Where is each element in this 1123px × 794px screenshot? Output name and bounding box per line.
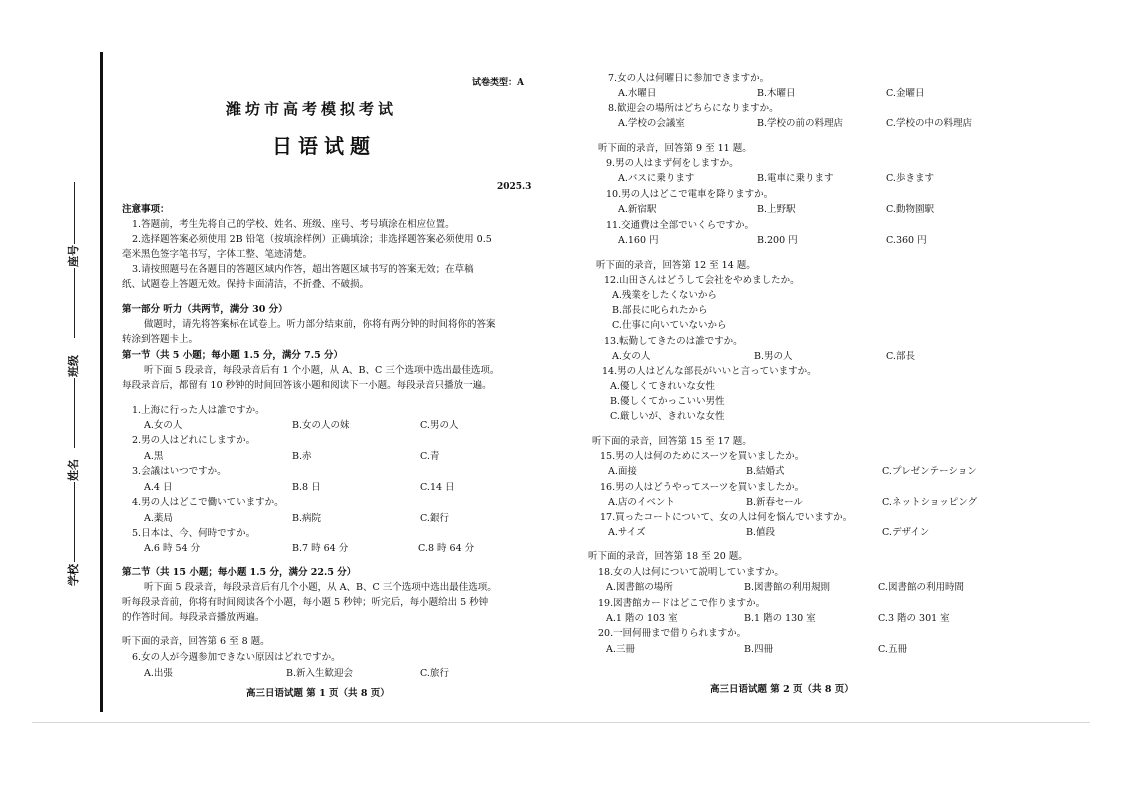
- q15-option-b: B.結婚式: [746, 466, 785, 477]
- q20-option-b: B.四冊: [744, 644, 774, 655]
- q11-option-a: A.160 円: [618, 235, 659, 246]
- question-20: 20.一回何冊まで借りられますか。: [598, 628, 747, 639]
- city-title: 潍坊市高考模拟考试: [226, 100, 398, 118]
- q15-option-a: A.面接: [608, 466, 637, 477]
- q1-option-a: A.女の人: [144, 420, 183, 431]
- question-9: 9.男の人はまず何をしますか。: [606, 158, 739, 169]
- q6-option-c: C.旅行: [420, 668, 449, 679]
- question-18: 18.女の人は何について説明していますか。: [598, 567, 784, 578]
- q4-option-a: A.薬局: [144, 513, 173, 524]
- side-label-seat: 座号: [67, 245, 80, 267]
- q18-option-a: A.図書館の場所: [606, 582, 673, 593]
- question-10: 10.男の人はどこで電車を降りますか。: [606, 189, 774, 200]
- q16-option-c: C.ネットショッピング: [882, 497, 978, 508]
- q2-option-c: C.青: [420, 451, 440, 462]
- question-6: 6.女の人が今週参加できない原因はどれですか。: [132, 652, 341, 663]
- section1-desc-1: 听下面 5 段录音，每段录音后有 1 个小题，从 A、B、C 三个选项中选出最佳选项。: [144, 365, 500, 376]
- q3-option-b: B.8 日: [292, 482, 321, 493]
- side-label-school: 学校: [67, 564, 80, 586]
- part1-desc-1: 做题时，请先将答案标在试卷上。听力部分结束前，你将有两分钟的时间将你的答案: [144, 319, 496, 330]
- question-8: 8.歓迎会の場所はどちらになりますか。: [608, 103, 779, 114]
- q3-option-a: A.4 日: [144, 482, 173, 493]
- section2-desc-3: 的作答时间。每段录音播放两遍。: [122, 612, 265, 623]
- seat-line-2: [74, 268, 75, 338]
- section2-desc-2: 听每段录音前，你将有时间阅读各个小题，每小题 5 秒钟；听完后，每小题给出 5 秒钟: [122, 597, 489, 608]
- question-3: 3.会議はいつですか。: [132, 466, 227, 477]
- q7-option-b: B.木曜日: [757, 88, 796, 99]
- binding-line: [100, 52, 103, 712]
- q19-option-c: C.3 階の 301 室: [878, 613, 950, 624]
- note-3b: 纸、试题卷上答题无效。保持卡面清洁，不折叠、不破损。: [122, 279, 370, 290]
- q1-option-b: B.女の人の妹: [292, 420, 350, 431]
- q13-option-b: B.男の人: [754, 351, 793, 362]
- q11-option-c: C.360 円: [886, 235, 927, 246]
- q15-option-c: C.プレゼンテーション: [882, 466, 977, 477]
- q9-option-a: A.バスに乗ります: [618, 173, 695, 184]
- q20-option-c: C.五冊: [878, 644, 907, 655]
- q5-option-a: A.6 時 54 分: [144, 543, 201, 554]
- seat-line: [74, 182, 75, 244]
- question-19: 19.図書館カードはどこで作りますか。: [598, 598, 766, 609]
- bottom-rule: [32, 722, 1090, 723]
- q8-option-b: B.学校の前の料理店: [757, 118, 844, 129]
- note-1: 1.答题前，考生先将自己的学校、姓名、班级、座号、考号填涂在相应位置。: [132, 219, 455, 230]
- part1-heading: 第一部分 听力（共两节，满分 30 分）: [122, 304, 288, 315]
- q17-option-c: C.デザイン: [882, 527, 930, 538]
- q10-option-c: C.動物園駅: [886, 204, 934, 215]
- subject-title: 日语试题: [272, 134, 376, 158]
- question-4: 4.男の人はどこで働いていますか。: [132, 497, 284, 508]
- footer-left: 高三日语试题 第 1 页（共 8 页）: [246, 688, 390, 699]
- q18-option-c: C.図書館の利用時間: [878, 582, 964, 593]
- q3-option-c: C.14 日: [420, 482, 455, 493]
- side-label-name: 姓名: [67, 459, 80, 481]
- q14-option-a: A.優しくてきれいな女性: [610, 381, 715, 392]
- q1-option-c: C.男の人: [420, 420, 459, 431]
- notes-heading: 注意事项：: [122, 204, 170, 215]
- q2-option-b: B.赤: [292, 451, 312, 462]
- part1-desc-2: 转涂到答题卡上。: [122, 334, 199, 345]
- question-11: 11.交通費は全部でいくらですか。: [606, 220, 755, 231]
- section2-desc-1: 听下面 5 段录音，每段录音后有几个小题，从 A、B、C 三个选项中选出最佳选项。: [144, 582, 497, 593]
- question-15: 15.男の人は何のためにスーツを買いましたか。: [600, 451, 805, 462]
- q16-option-b: B.新春セール: [746, 497, 803, 508]
- q4-option-b: B.病院: [292, 513, 322, 524]
- q8-option-c: C.学校の中の料理店: [886, 118, 972, 129]
- q13-option-c: C.部長: [886, 351, 915, 362]
- note-3a: 3.请按照题号在各题目的答题区域内作答，超出答题区域书写的答案无效；在草稿: [132, 264, 474, 275]
- question-13: 13.転勤してきたのは誰ですか。: [604, 336, 743, 347]
- q5-option-c: C.8 時 64 分: [418, 543, 475, 554]
- q2-option-a: A.黒: [144, 451, 164, 462]
- q17-option-a: A.サイズ: [608, 527, 646, 538]
- q12-option-b: B.部長に叱られたから: [612, 305, 708, 316]
- q10-option-a: A.新宿駅: [618, 204, 657, 215]
- q5-option-b: B.7 時 64 分: [292, 543, 349, 554]
- section2-heading: 第二节（共 15 小题；每小题 1.5 分，满分 22.5 分）: [122, 567, 357, 578]
- q12-option-a: A.残業をしたくないから: [612, 290, 717, 301]
- question-1: 1.上海に行った人は誰ですか。: [132, 405, 265, 416]
- group-5-instruction: 听下面的录音，回答第 18 至 20 题。: [588, 551, 748, 562]
- question-2: 2.男の人はどれにしますか。: [132, 435, 256, 446]
- q6-option-a: A.出張: [144, 668, 173, 679]
- question-5: 5.日本は、今、何時ですか。: [132, 528, 256, 539]
- q7-option-a: A.水曜日: [618, 88, 657, 99]
- footer-right: 高三日语试题 第 2 页（共 8 页）: [710, 684, 854, 695]
- group-3-instruction: 听下面的录音，回答第 12 至 14 题。: [596, 260, 756, 271]
- q19-option-b: B.1 階の 130 室: [744, 613, 816, 624]
- q17-option-b: B.値段: [746, 527, 776, 538]
- exam-type: 试卷类型：A: [472, 78, 524, 88]
- q19-option-a: A.1 階の 103 室: [606, 613, 678, 624]
- q14-option-c: C.厳しいが、きれいな女性: [610, 411, 725, 422]
- q20-option-a: A.三冊: [606, 644, 635, 655]
- q11-option-b: B.200 円: [757, 235, 798, 246]
- q14-option-b: B.優しくてかっこいい男性: [610, 396, 725, 407]
- q10-option-b: B.上野駅: [757, 204, 796, 215]
- question-7: 7.女の人は何曜日に参加できますか。: [608, 73, 770, 84]
- q13-option-a: A.女の人: [612, 351, 651, 362]
- q16-option-a: A.店のイベント: [608, 497, 675, 508]
- q7-option-c: C.金曜日: [886, 88, 925, 99]
- group-4-instruction: 听下面的录音，回答第 15 至 17 题。: [592, 436, 752, 447]
- q9-option-b: B.電車に乗ります: [757, 173, 834, 184]
- q9-option-c: C.歩きます: [886, 173, 934, 184]
- q12-option-c: C.仕事に向いていないから: [612, 320, 727, 331]
- q6-option-b: B.新入生歓迎会: [286, 668, 354, 679]
- question-14: 14.男の人はどんな部長がいいと言っていますか。: [602, 366, 817, 377]
- group-1-instruction: 听下面的录音，回答第 6 至 8 题。: [122, 636, 270, 647]
- exam-date: 2025.3: [497, 182, 532, 192]
- q8-option-a: A.学校の会議室: [618, 118, 685, 129]
- question-16: 16.男の人はどうやってスーツを買いましたか。: [600, 482, 805, 493]
- class-line: [74, 378, 75, 448]
- section1-desc-2: 每段录音后，都留有 10 秒钟的时间回答该小题和阅读下一小题。每段录音只播放一遍。: [122, 380, 492, 391]
- side-label-class: 班级: [67, 355, 80, 377]
- q4-option-c: C.銀行: [420, 513, 449, 524]
- name-line: [74, 482, 75, 562]
- q18-option-b: B.図書館の利用規則: [744, 582, 831, 593]
- question-12: 12.山田さんはどうして会社をやめましたか。: [604, 275, 800, 286]
- section1-heading: 第一节（共 5 小题；每小题 1.5 分，满分 7.5 分）: [122, 350, 344, 361]
- note-2b: 毫米黑色签字笔书写，字体工整、笔迹清楚。: [122, 249, 313, 260]
- question-17: 17.買ったコートについて、女の人は何を悩んでいますか。: [600, 512, 853, 523]
- group-2-instruction: 听下面的录音，回答第 9 至 11 题。: [598, 143, 752, 154]
- note-2a: 2.选择题答案必须使用 2B 铅笔（按填涂样例）正确填涂；非选择题答案必须使用 0.5: [132, 234, 492, 245]
